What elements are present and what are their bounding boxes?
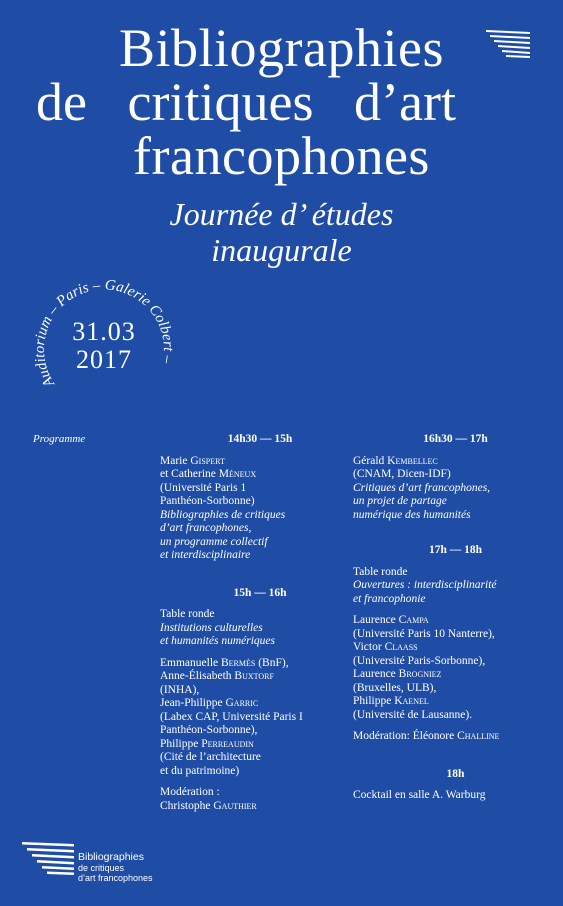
session-time: 15h — 16h (233, 586, 287, 599)
date-day: 31.03 (72, 317, 136, 346)
date-year: 2017 (76, 345, 132, 374)
venue-arc-text: Auditorium – Paris – Galerie Colbert – (31, 277, 177, 390)
session-time: 16h30 — 17h (423, 433, 488, 445)
schedule-col-1 (160, 433, 360, 823)
logo-stripes-small-icon (22, 840, 74, 876)
moderation-label: Modération : (160, 786, 220, 798)
session-1630: 16h30 — 17h Gérald Kembellec (CNAM, Dicen-IDF) Critiques d’art francophones, un projet de partage numérique des humanités (353, 433, 558, 522)
speaker-name: Buxtorf (234, 670, 274, 682)
logo-text: Bibliographies de critiques d’art francophones (78, 851, 153, 883)
speaker-name: Gispert (190, 454, 225, 467)
session-17h: 17h — 18h Table ronde Ouvertures : interdisciplinarité et francophonie Laurence Campa (Université Paris 10 Nanterre), Victor Claass (Université Paris-Sorbonne), Laurence Brogniez (Bruxelles, ULB), Philippe Kaenel (Université de Lausanne). Modération: Éléonore Challine (353, 544, 558, 744)
title-word-dart: d’art (354, 72, 456, 132)
session-18h: 18h Cocktail en salle A. Warburg (353, 768, 558, 803)
schedule-col-2 (353, 433, 558, 813)
session-time: 18h (446, 767, 465, 780)
title-line-1: Bibliographies (119, 18, 444, 78)
session-15h: 15h — 16h Table ronde Institutions culturelles et humanités numériques Emmanuelle Bermès (BnF), Anne-Élisabeth Buxtorf (INHA), Jean-Philippe Garric (Labex CAP, Université Paris I Panthéon-Sorbonne), Philippe Perreaudin (Cité de l’architecture et du patrimoine) Modération : Christophe Gauthier (160, 587, 360, 814)
session-1430: 14h30 — 15h Marie Gispert et Catherine Méneux (Université Paris 1 Panthéon-Sorbonne) Bibliographies de critiques d’art francophones, un programme collectif et interdisciplinaire (160, 433, 360, 563)
event-date (34, 318, 174, 374)
subtitle (0, 196, 563, 268)
speaker-name: Méneux (218, 468, 257, 480)
speaker-name: Kaenel (394, 695, 429, 707)
title-word-de: de (36, 72, 87, 132)
speaker-name: Brogniez (398, 668, 442, 680)
speaker-name: Claass (384, 641, 418, 653)
speaker-name: Kembellec (387, 454, 438, 467)
session-time: 14h30 — 15h (227, 433, 293, 445)
speaker-name: Campa (398, 614, 429, 626)
title-line-3: francophones (133, 126, 430, 186)
moderation-label: Modération: Éléonore Challine (353, 730, 500, 742)
speaker-name: Garric (225, 697, 259, 709)
title-word-critiques: critiques (127, 72, 314, 132)
speaker-name: Perreaudin (201, 737, 254, 750)
subtitle-line-2: inaugurale (211, 232, 352, 268)
title-line-2 (36, 74, 456, 130)
programme-label: Programme (33, 433, 86, 445)
speaker-name: Bermès (221, 656, 256, 669)
speaker-name: Gauthier (213, 799, 257, 812)
logo-stripes-icon (486, 30, 530, 60)
session-time: 17h — 18h (428, 544, 483, 556)
subtitle-line-1: Journée d’ études (169, 196, 394, 232)
speaker-name: Challine (457, 730, 500, 742)
